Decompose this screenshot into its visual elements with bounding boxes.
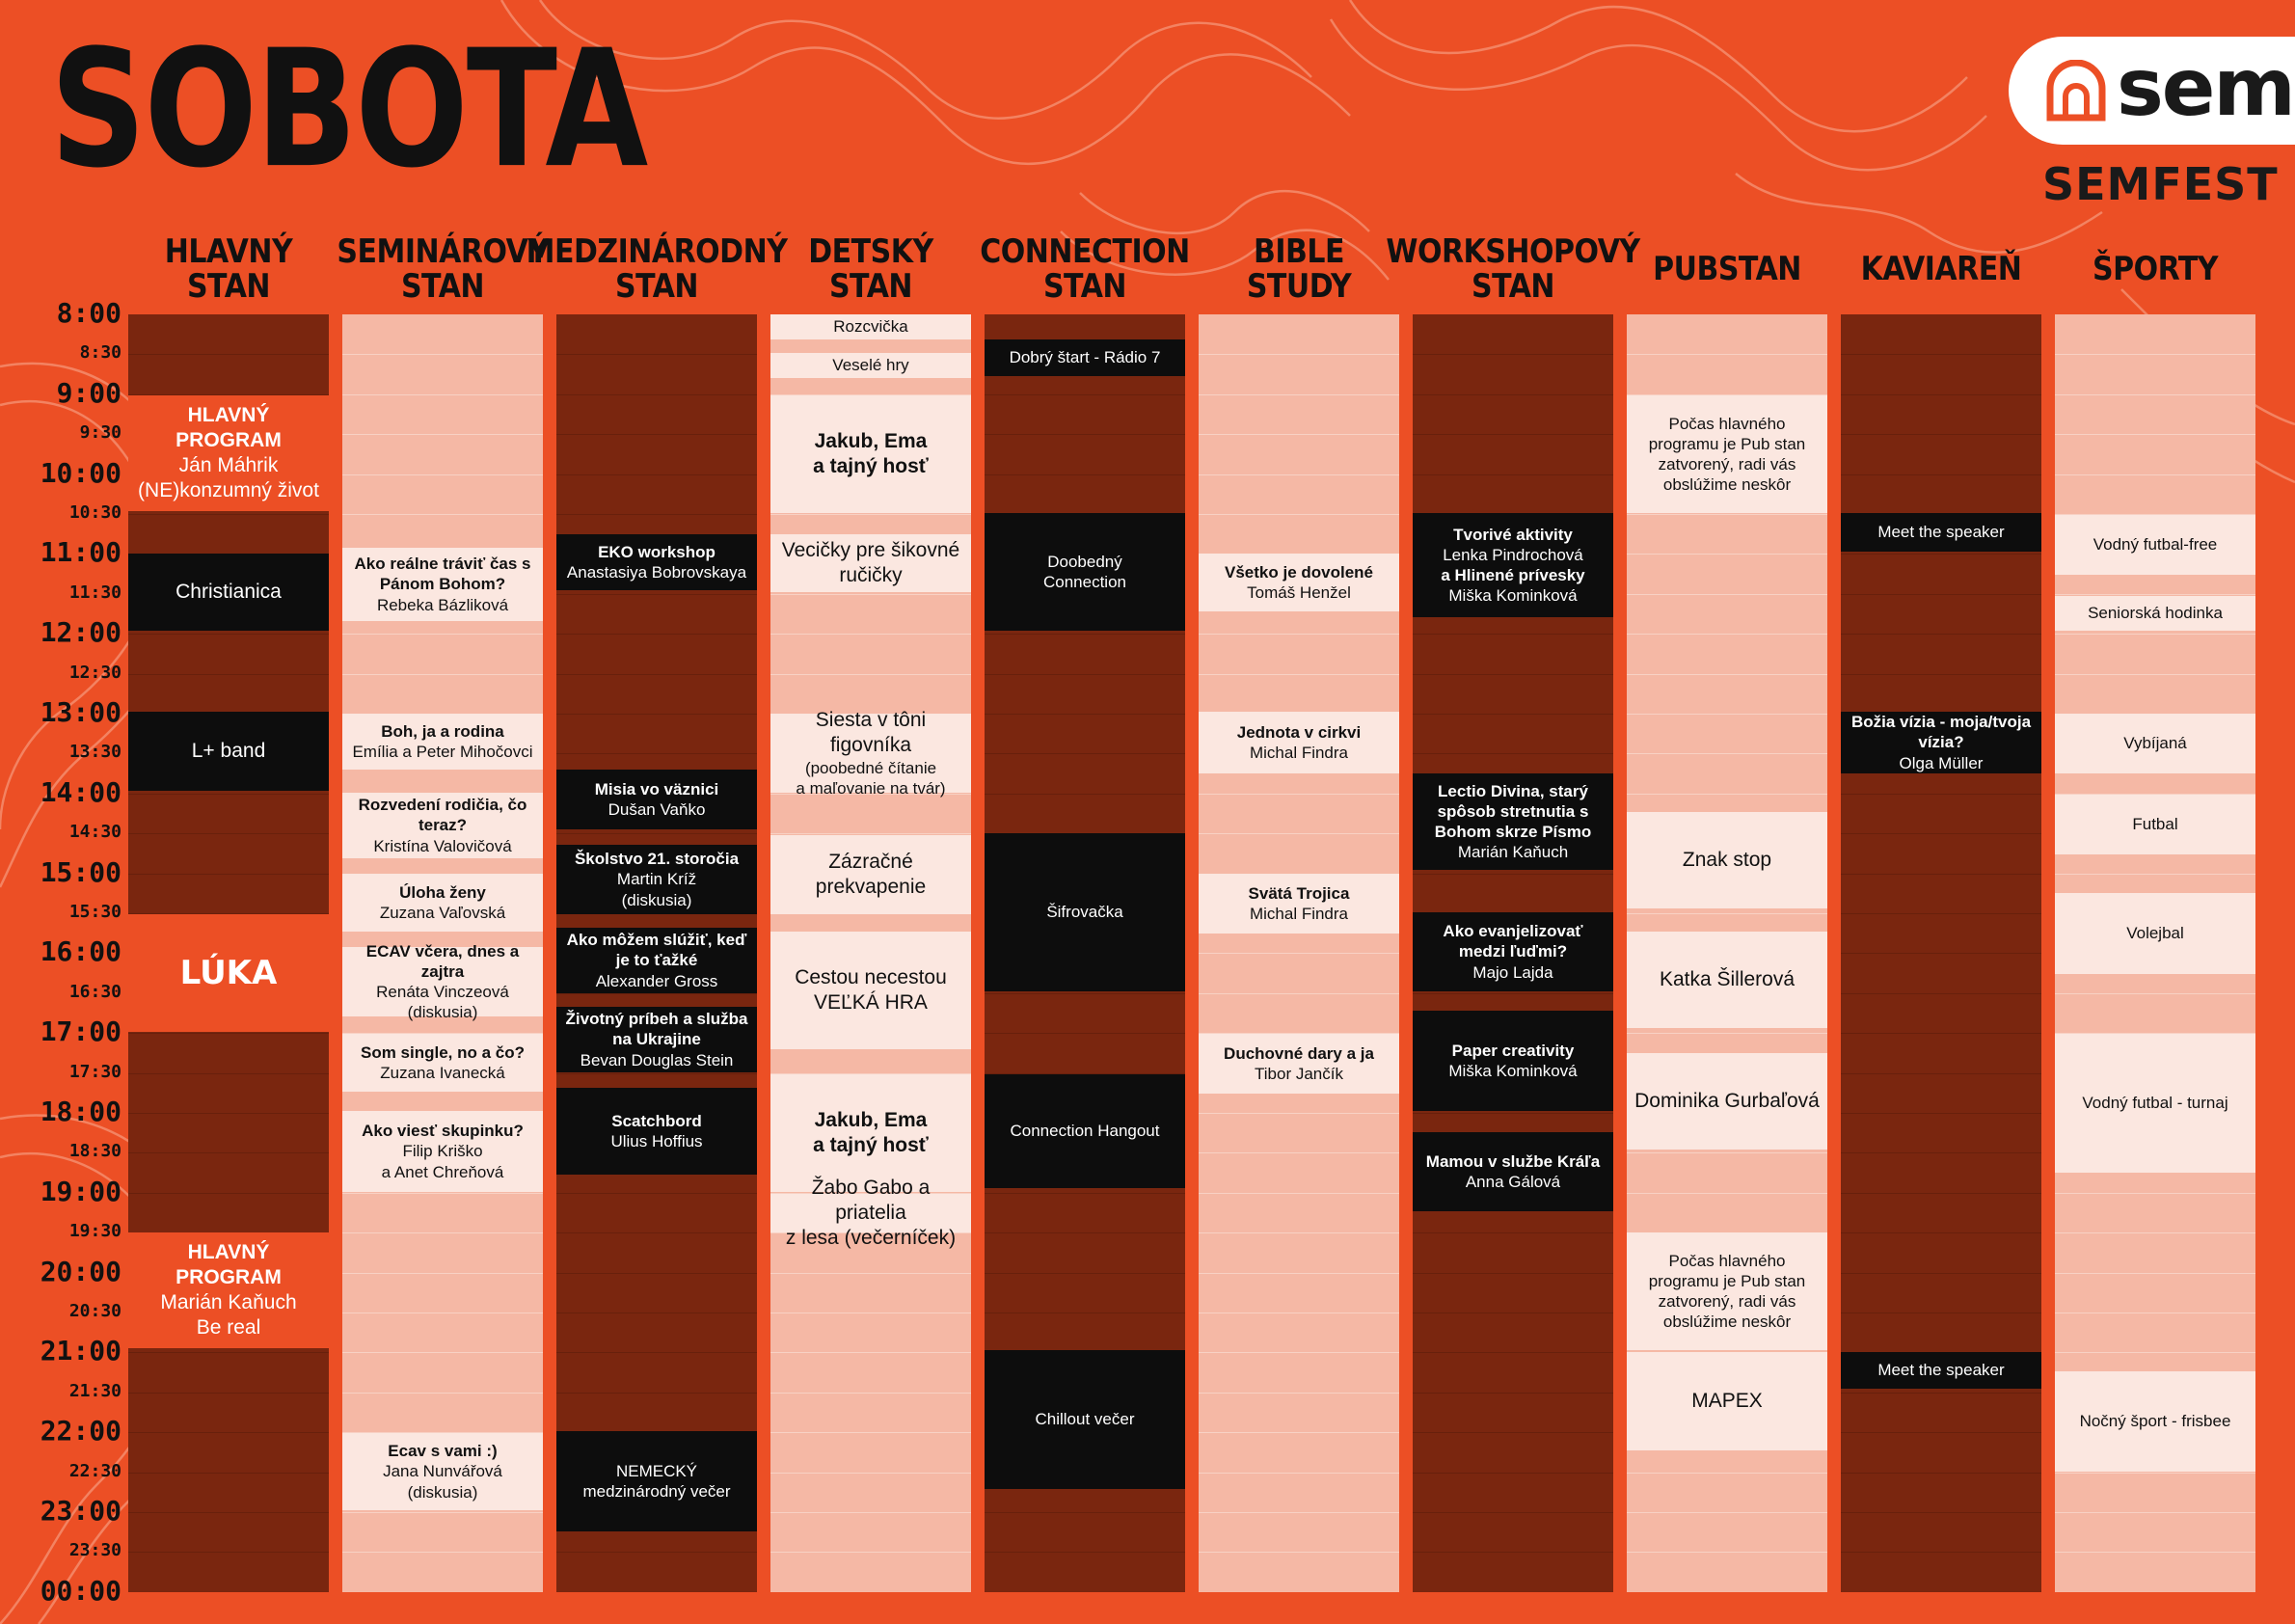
grid-line — [2055, 1352, 2255, 1353]
grid-line — [2055, 1273, 2255, 1274]
grid-line — [1199, 1232, 1399, 1233]
grid-line — [770, 1473, 971, 1474]
grid-line — [770, 1393, 971, 1394]
grid-line — [985, 474, 1185, 475]
event-medz-3[interactable]: Školstvo 21. storočia Martin Kríž (diskusia) — [556, 845, 757, 914]
grid-line — [342, 394, 543, 395]
time-label: 9:00 — [56, 376, 122, 409]
grid-line — [128, 674, 329, 675]
time-label: 12:30 — [68, 662, 122, 683]
event-christianica[interactable]: Christianica — [128, 554, 329, 631]
grid-line — [1199, 1473, 1399, 1474]
grid-line — [770, 674, 971, 675]
grid-line — [1199, 1113, 1399, 1114]
grid-line — [556, 434, 757, 435]
grid-line — [1841, 833, 2041, 834]
grid-line — [1413, 354, 1613, 355]
event-detsky-9[interactable]: Žabo Gabo a priatelia z lesa (večerníček) — [770, 1194, 971, 1232]
event-hlavny-program-2[interactable]: HLAVNÝ PROGRAM Marián Kaňuch Be real — [128, 1232, 329, 1348]
grid-line — [556, 1193, 757, 1194]
grid-line — [1413, 1232, 1613, 1233]
event-sporty-7[interactable]: Nočný šport - frisbee — [2055, 1371, 2255, 1472]
grid-line — [342, 1552, 543, 1553]
event-seminar-8[interactable]: Ecav s vami :) Jana Nunvářová (diskusia) — [342, 1433, 543, 1510]
event-bible-1[interactable]: Všetko je dovolené Tomáš Henžel — [1199, 554, 1399, 611]
event-sporty-6[interactable]: Vodný futbal - turnaj — [2055, 1034, 2255, 1173]
event-connection-5[interactable]: Chillout večer — [985, 1350, 1185, 1489]
column-kaviaren — [1841, 314, 2041, 1592]
event-workshop-5[interactable]: Mamou v službe Kráľa Anna Gálová — [1413, 1132, 1613, 1211]
column-header-bible: BIBLE STUDY — [1246, 232, 1352, 306]
grid-line — [342, 474, 543, 475]
grid-line — [556, 354, 757, 355]
grid-line — [985, 714, 1185, 715]
grid-line — [2055, 993, 2255, 994]
grid-line — [1627, 1033, 1827, 1034]
grid-line — [1413, 714, 1613, 715]
column-header-pubstan: PUBSTAN — [1653, 250, 1801, 288]
grid-line — [1627, 714, 1827, 715]
grid-line — [556, 833, 757, 834]
grid-line — [128, 1512, 329, 1513]
grid-line — [770, 514, 971, 515]
grid-line — [1413, 634, 1613, 635]
event-seminar-4[interactable]: Úloha ženy Zuzana Vaľovská — [342, 874, 543, 932]
grid-line — [556, 674, 757, 675]
grid-line — [1841, 993, 2041, 994]
event-medz-6[interactable]: Scatchbord Ulius Hoffius — [556, 1088, 757, 1175]
event-sporty-5[interactable]: Volejbal — [2055, 893, 2255, 974]
grid-line — [985, 1193, 1185, 1194]
grid-line — [2055, 434, 2255, 435]
semfest-logo: SEMFEST — [2042, 158, 2279, 210]
grid-line — [1627, 1193, 1827, 1194]
grid-line — [985, 753, 1185, 754]
time-label: 11:30 — [68, 582, 122, 603]
grid-line — [1841, 1393, 2041, 1394]
event-seminar-5[interactable]: ECAV včera, dnes a zajtra Renáta Vinczeová (diskusia) — [342, 947, 543, 1016]
grid-line — [128, 1073, 329, 1074]
grid-line — [1199, 1552, 1399, 1553]
column-header-kaviaren: KAVIAREŇ — [1860, 250, 2022, 288]
grid-line — [1841, 1113, 2041, 1114]
event-connection-2[interactable]: Doobedný Connection — [985, 513, 1185, 631]
time-label: 21:30 — [68, 1380, 122, 1401]
grid-line — [1841, 953, 2041, 954]
grid-line — [556, 394, 757, 395]
grid-line — [2055, 634, 2255, 635]
event-luka[interactable]: LÚKA — [128, 914, 329, 1032]
event-pub-3[interactable]: Katka Šillerová — [1627, 932, 1827, 1028]
grid-line — [1413, 1552, 1613, 1553]
grid-line — [1841, 1193, 2041, 1194]
grid-line — [2055, 1193, 2255, 1194]
column-header-seminarovy: SEMINÁROVÝ STAN — [337, 232, 549, 306]
event-connection-1[interactable]: Dobrý štart - Rádio 7 — [985, 339, 1185, 376]
event-detsky-8[interactable]: Jakub, Ema a tajný hosť — [770, 1074, 971, 1192]
grid-line — [1413, 1273, 1613, 1274]
grid-line — [1413, 474, 1613, 475]
grid-line — [1413, 753, 1613, 754]
event-workshop-1[interactable]: Tvorivé aktivity Lenka Pindrochová a Hlinené prívesky Miška Kominková — [1413, 513, 1613, 617]
grid-line — [128, 1113, 329, 1114]
grid-line — [1199, 1193, 1399, 1194]
grid-line — [1841, 1152, 2041, 1153]
grid-line — [770, 594, 971, 595]
event-pub-5[interactable]: Počas hlavného programu je Pub stan zatvorený, radi vás obslúžime neskôr — [1627, 1232, 1827, 1350]
grid-line — [1627, 794, 1827, 795]
grid-line — [985, 1512, 1185, 1513]
sem-logo-icon — [2042, 60, 2110, 123]
event-medz-5[interactable]: Životný príbeh a služba na Ukrajine Bevan Douglas Stein — [556, 1007, 757, 1072]
grid-line — [1627, 594, 1827, 595]
event-detsky-6[interactable]: Zázračné prekvapenie — [770, 835, 971, 914]
grid-line — [1413, 993, 1613, 994]
grid-line — [556, 1073, 757, 1074]
grid-line — [128, 634, 329, 635]
grid-line — [556, 1352, 757, 1353]
time-label: 8:30 — [79, 342, 122, 364]
grid-line — [556, 1393, 757, 1394]
grid-line — [1841, 1273, 2041, 1274]
grid-line — [1841, 354, 2041, 355]
time-label: 00:00 — [40, 1574, 122, 1607]
grid-line — [1627, 514, 1827, 515]
grid-line — [1413, 434, 1613, 435]
grid-line — [985, 993, 1185, 994]
grid-line — [1413, 1473, 1613, 1474]
event-pub-2[interactable]: Znak stop — [1627, 812, 1827, 908]
grid-line — [1199, 1393, 1399, 1394]
grid-line — [770, 1432, 971, 1433]
time-label: 13:30 — [68, 742, 122, 763]
event-hlavny-program-1[interactable]: HLAVNÝ PROGRAM Ján Máhrik (NE)konzumný život — [128, 395, 329, 511]
grid-line — [985, 1273, 1185, 1274]
grid-line — [128, 1033, 329, 1034]
grid-line — [770, 1552, 971, 1553]
grid-line — [342, 1512, 543, 1513]
grid-line — [2055, 394, 2255, 395]
event-sporty-4[interactable]: Futbal — [2055, 795, 2255, 854]
grid-line — [1199, 514, 1399, 515]
grid-line — [1199, 474, 1399, 475]
event-bible-3[interactable]: Svätá Trojica Michal Findra — [1199, 874, 1399, 934]
grid-line — [1627, 913, 1827, 914]
grid-line — [770, 1352, 971, 1353]
event-pub-6[interactable]: MAPEX — [1627, 1352, 1827, 1450]
grid-line — [2055, 354, 2255, 355]
grid-line — [128, 1152, 329, 1153]
grid-line — [770, 634, 971, 635]
grid-line — [2055, 594, 2255, 595]
grid-line — [556, 1552, 757, 1553]
grid-line — [2055, 1232, 2255, 1233]
time-label: 15:30 — [68, 902, 122, 922]
grid-line — [1627, 634, 1827, 635]
event-pub-4[interactable]: Dominika Gurbaľová — [1627, 1053, 1827, 1150]
grid-line — [128, 1432, 329, 1433]
time-label: 14:30 — [68, 822, 122, 843]
event-seminar-6[interactable]: Som single, no a čo? Zuzana Ivanecká — [342, 1034, 543, 1092]
time-label: 20:00 — [40, 1255, 122, 1287]
event-medz-1[interactable]: EKO workshop Anastasiya Bobrovskaya — [556, 534, 757, 590]
grid-line — [1199, 1352, 1399, 1353]
time-label: 22:00 — [40, 1415, 122, 1448]
grid-line — [556, 594, 757, 595]
time-label: 17:00 — [40, 1015, 122, 1048]
grid-line — [770, 1273, 971, 1274]
grid-line — [128, 1193, 329, 1194]
grid-line — [1841, 1432, 2041, 1433]
time-label: 13:00 — [40, 696, 122, 728]
event-l-plus-band[interactable]: L+ band — [128, 712, 329, 791]
sem-logo-text: sem — [2117, 42, 2294, 134]
grid-line — [2055, 1512, 2255, 1513]
event-sporty-2[interactable]: Seniorská hodinka — [2055, 596, 2255, 631]
grid-line — [1841, 1473, 2041, 1474]
grid-line — [342, 1232, 543, 1233]
grid-line — [1199, 833, 1399, 834]
grid-line — [1841, 674, 2041, 675]
event-seminar-3[interactable]: Rozvedení rodičia, čo teraz? Kristína Valovičová — [342, 793, 543, 858]
time-label: 16:00 — [40, 935, 122, 968]
time-label: 10:00 — [40, 456, 122, 489]
grid-line — [1841, 913, 2041, 914]
grid-line — [1627, 753, 1827, 754]
grid-line — [1841, 554, 2041, 555]
grid-line — [1413, 1352, 1613, 1353]
grid-line — [985, 794, 1185, 795]
column-header-connection: CONNECTION STAN — [980, 232, 1190, 306]
event-kaviaren-1[interactable]: Meet the speaker — [1841, 513, 2041, 552]
grid-line — [342, 674, 543, 675]
grid-line — [985, 1033, 1185, 1034]
time-label: 23:00 — [40, 1495, 122, 1527]
event-bible-2[interactable]: Jednota v cirkvi Michal Findra — [1199, 712, 1399, 773]
event-detsky-7[interactable]: Cestou necestou VEĽKÁ HRA — [770, 932, 971, 1049]
time-label: 17:30 — [68, 1061, 122, 1082]
event-connection-4[interactable]: Connection Hangout — [985, 1074, 1185, 1188]
event-sporty-1[interactable]: Vodný futbal-free — [2055, 515, 2255, 575]
grid-line — [1199, 1432, 1399, 1433]
grid-line — [1841, 1033, 2041, 1034]
event-seminar-2[interactable]: Boh, ja a rodina Emília a Peter Mihočovci — [342, 714, 543, 770]
grid-line — [985, 1232, 1185, 1233]
event-medz-2[interactable]: Misia vo väznici Dušan Vaňko — [556, 770, 757, 829]
grid-line — [556, 753, 757, 754]
grid-line — [1627, 1152, 1827, 1153]
grid-line — [1199, 674, 1399, 675]
time-label: 19:30 — [68, 1221, 122, 1242]
grid-line — [556, 714, 757, 715]
grid-line — [985, 634, 1185, 635]
grid-line — [1199, 394, 1399, 395]
grid-line — [1199, 634, 1399, 635]
column-header-medzinarodny: MEDZINÁRODNÝ STAN — [526, 232, 788, 306]
grid-line — [985, 394, 1185, 395]
time-label: 23:30 — [68, 1540, 122, 1561]
grid-line — [770, 1512, 971, 1513]
grid-line — [1199, 1152, 1399, 1153]
event-medz-7[interactable]: NEMECKÝ medzinárodný večer — [556, 1431, 757, 1531]
event-kaviaren-2[interactable]: Božia vízia - moja/tvoja vízia? Olga Müller — [1841, 712, 2041, 773]
grid-line — [1413, 1432, 1613, 1433]
grid-line — [1413, 1512, 1613, 1513]
grid-line — [1841, 634, 2041, 635]
event-detsky-3[interactable]: Jakub, Ema a tajný hosť — [770, 395, 971, 513]
column-header-sporty: ŠPORTY — [2092, 250, 2219, 288]
grid-line — [342, 634, 543, 635]
grid-line — [556, 634, 757, 635]
event-workshop-2[interactable]: Lectio Divina, starý spôsob stretnutia s Bohom skrze Písmo Marián Kaňuch — [1413, 773, 1613, 870]
grid-line — [1199, 434, 1399, 435]
grid-line — [342, 1273, 543, 1274]
grid-line — [1413, 394, 1613, 395]
grid-line — [1199, 794, 1399, 795]
time-label: 21:00 — [40, 1335, 122, 1367]
grid-line — [1199, 1273, 1399, 1274]
grid-line — [1841, 874, 2041, 875]
grid-line — [1627, 554, 1827, 555]
grid-line — [556, 1273, 757, 1274]
grid-line — [128, 514, 329, 515]
grid-line — [1627, 1512, 1827, 1513]
time-label: 22:30 — [68, 1460, 122, 1481]
grid-line — [985, 1552, 1185, 1553]
grid-line — [2055, 1552, 2255, 1553]
grid-line — [2055, 1473, 2255, 1474]
event-connection-3[interactable]: Šifrovačka — [985, 833, 1185, 991]
time-label: 18:00 — [40, 1096, 122, 1127]
grid-line — [1841, 474, 2041, 475]
grid-line — [342, 434, 543, 435]
grid-line — [128, 874, 329, 875]
grid-line — [1841, 1552, 2041, 1553]
event-seminar-1[interactable]: Ako reálne tráviť čas s Pánom Bohom? Rebeka Bázliková — [342, 548, 543, 621]
grid-line — [128, 794, 329, 795]
page-title: SOBOTA — [50, 15, 647, 204]
grid-line — [2055, 474, 2255, 475]
time-label: 10:30 — [68, 502, 122, 523]
event-detsky-1[interactable]: Rozcvička — [770, 314, 971, 339]
time-label: 19:00 — [40, 1175, 122, 1207]
grid-line — [2055, 874, 2255, 875]
grid-line — [128, 833, 329, 834]
grid-line — [1413, 674, 1613, 675]
grid-line — [1413, 874, 1613, 875]
grid-line — [1627, 1552, 1827, 1553]
grid-line — [342, 1352, 543, 1353]
grid-line — [128, 1552, 329, 1553]
grid-line — [556, 474, 757, 475]
time-label: 16:30 — [68, 981, 122, 1002]
time-label: 15:00 — [40, 855, 122, 888]
grid-line — [1841, 1073, 2041, 1074]
grid-line — [1627, 354, 1827, 355]
event-detsky-5[interactable]: Siesta v tôni figovníka (poobedné čítanie a maľovanie na tvár) — [770, 714, 971, 793]
grid-line — [1627, 1473, 1827, 1474]
event-detsky-2[interactable]: Veselé hry — [770, 353, 971, 378]
grid-line — [1841, 434, 2041, 435]
grid-line — [1199, 354, 1399, 355]
column-bible — [1199, 314, 1399, 1592]
time-label: 11:00 — [40, 536, 122, 569]
time-label: 8:00 — [56, 297, 122, 329]
event-pub-1[interactable]: Počas hlavného programu je Pub stan zatvorený, radi vás obslúžime neskôr — [1627, 395, 1827, 513]
grid-line — [556, 514, 757, 515]
time-label: 20:30 — [68, 1301, 122, 1321]
event-workshop-3[interactable]: Ako evanjelizovať medzi ľuďmi? Majo Lajda — [1413, 912, 1613, 991]
grid-line — [128, 354, 329, 355]
grid-line — [342, 354, 543, 355]
column-header-workshop: WORKSHOPOVÝ STAN — [1386, 232, 1640, 306]
column-header-hlavny: HLAVNÝ STAN — [164, 232, 293, 306]
event-sporty-3[interactable]: Vybíjaná — [2055, 714, 2255, 773]
grid-line — [342, 1393, 543, 1394]
grid-line — [556, 1232, 757, 1233]
grid-line — [1627, 674, 1827, 675]
grid-line — [342, 1193, 543, 1194]
time-label: 12:00 — [40, 616, 122, 649]
time-label: 14:00 — [40, 775, 122, 808]
grid-line — [1841, 794, 2041, 795]
grid-line — [985, 434, 1185, 435]
grid-line — [1841, 394, 2041, 395]
grid-line — [128, 1473, 329, 1474]
grid-line — [342, 514, 543, 515]
grid-line — [1841, 594, 2041, 595]
time-label: 9:30 — [79, 422, 122, 444]
grid-line — [1841, 1232, 2041, 1233]
grid-line — [2055, 674, 2255, 675]
event-medz-4[interactable]: Ako môžem slúžiť, keď je to ťažké Alexander Gross — [556, 928, 757, 993]
time-label: 18:30 — [68, 1141, 122, 1162]
grid-line — [1199, 1512, 1399, 1513]
event-workshop-4[interactable]: Paper creativity Miška Kominková — [1413, 1011, 1613, 1111]
grid-line — [1199, 993, 1399, 994]
event-kaviaren-3[interactable]: Meet the speaker — [1841, 1352, 2041, 1389]
grid-line — [1413, 1393, 1613, 1394]
event-seminar-7[interactable]: Ako viesť skupinku? Filip Kriško a Anet Chreňová — [342, 1111, 543, 1192]
grid-line — [128, 1393, 329, 1394]
grid-line — [128, 1352, 329, 1353]
column-header-detsky: DETSKÝ STAN — [808, 232, 933, 306]
grid-line — [1199, 953, 1399, 954]
grid-line — [1841, 1512, 2041, 1513]
event-detsky-4[interactable]: Vecičky pre šikovné ručičky — [770, 534, 971, 592]
event-bible-4[interactable]: Duchovné dary a ja Tibor Jančík — [1199, 1034, 1399, 1094]
grid-line — [1413, 1113, 1613, 1114]
grid-line — [985, 674, 1185, 675]
